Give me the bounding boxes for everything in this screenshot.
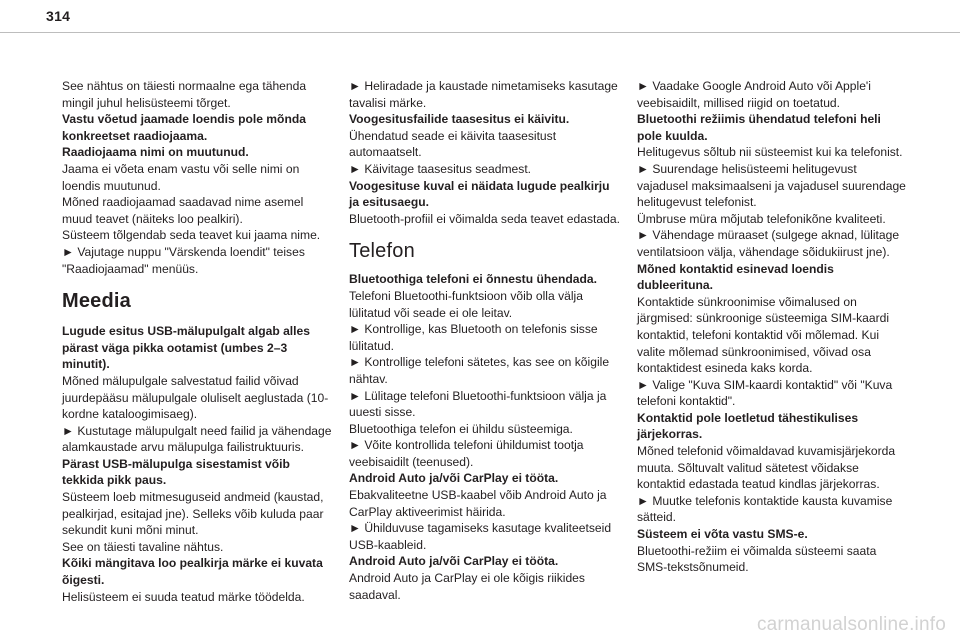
header-divider — [0, 32, 960, 33]
issue-title: Bluetoothi režiimis ühendatud telefoni heli pole kuulda. — [637, 112, 881, 143]
text-column-1 — [62, 78, 334, 605]
body-paragraph: Ebakvaliteetne USB-kaabel võib Android Auto ja CarPlay aktiveerimist häirida. — [349, 488, 607, 519]
issue-title: Lugude esitus USB-mälupulgalt algab alles pärast väga pikka ootamist (umbes 2–3 minutit). — [62, 324, 310, 372]
body-paragraph: ► Valige "Kuva SIM-kaardi kontaktid" või "Kuva telefoni kontaktid". — [637, 377, 893, 409]
body-paragraph: ► Ühilduvuse tagamiseks kasutage kvaliteetseid USB-kaableid. — [349, 521, 612, 552]
body-paragraph: Ümbruse müra mõjutab telefonikõne kvaliteeti. — [637, 211, 886, 226]
body-paragraph: Helisüsteem ei suuda teatud märke töödelda. — [62, 589, 305, 604]
issue-title: Bluetoothiga telefoni ei õnnestu ühendada. — [349, 272, 597, 287]
body-paragraph: Bluetoothi-režiim ei võimalda süsteemi saata SMS-tekstsõnumeid. — [637, 543, 877, 575]
body-paragraph: Mõned mälupulgale salvestatud failid võivad juurdepääsu mälupulgale oluliselt aeglustada (10-kordne kataloogimisaeg). — [62, 373, 329, 422]
body-paragraph: ► Kustutage mälupulgalt need failid ja vähendage alamkaustade arvu mälupulga failistruktuuris. — [62, 423, 332, 455]
issue-title: Pärast USB-mälupulga sisestamist võib tekkida pikk paus. — [62, 456, 290, 488]
issue-title: Vastu võetud jaamade loendis pole mõnda konkreetset raadiojaama. — [62, 112, 306, 143]
body-paragraph: Jaama ei võeta enam vastu või selle nimi on loendis muutunud. — [62, 161, 300, 193]
issue-title: Voogesituse kuval ei näidata lugude pealkirju ja esitusaegu. — [349, 178, 610, 210]
section-heading: Telefon — [349, 240, 415, 263]
issue-title: Android Auto ja/või CarPlay ei tööta. — [349, 471, 559, 486]
body-paragraph: ► Suurendage helisüsteemi helitugevust vajadusel maksimaalseni ja vajadusel suurendage helitugevust telefonist. — [637, 161, 906, 210]
issue-title: Raadiojaama nimi on muutunud. — [62, 145, 249, 160]
body-paragraph: ► Võite kontrollida telefoni ühildumist tootja veebisaidilt (teenused). — [349, 438, 584, 469]
body-paragraph: ► Heliradade ja kaustade nimetamiseks kasutage tavalisi märke. — [349, 79, 618, 110]
body-paragraph: ► Käivitage taasesitus seadmest. — [349, 161, 532, 176]
body-paragraph: ► Vaadake Google Android Auto või Apple'i veebisaidilt, millised riigid on toetatud. — [637, 79, 871, 110]
body-paragraph: ► Vähendage müraaset (sulgege aknad, lülitage ventilatsioon välja, vähendage sõidukiirust jne). — [637, 228, 900, 259]
body-paragraph: ► Lülitage telefoni Bluetoothi-funktsioon välja ja uuesti sisse. — [349, 388, 607, 420]
body-paragraph: Android Auto ja CarPlay ei ole kõigis riikides saadaval. — [349, 571, 585, 602]
body-paragraph: See nähtus on täiesti normaalne ega tähenda mingil juhul helisüsteemi tõrget. — [62, 79, 307, 110]
page-number: 314 — [46, 8, 71, 24]
body-paragraph: Helitugevus sõltub nii süsteemist kui ka telefonist. — [637, 145, 903, 160]
body-paragraph: ► Vajutage nuppu "Värskenda loendit" teises "Raadiojaamad" menüüs. — [62, 244, 305, 276]
body-paragraph: Telefoni Bluetoothi-funktsioon võib olla välja lülitatud või seade ei ole leitav. — [349, 288, 583, 320]
body-paragraph: ► Muutke telefonis kontaktide kausta kuvamise sätteid. — [637, 493, 893, 525]
body-paragraph: Bluetooth-profiil ei võimalda seda teavet edastada. — [349, 211, 620, 226]
body-paragraph: Bluetoothiga telefon ei ühildu süsteemiga. — [349, 421, 573, 436]
issue-title: Android Auto ja/või CarPlay ei tööta. — [349, 554, 559, 569]
issue-title: Mõned kontaktid esinevad loendis dubleerituna. — [637, 261, 834, 293]
issue-title: Süsteem ei võta vastu SMS-e. — [637, 527, 808, 542]
body-paragraph: Kontaktide sünkroonimise võimalused on järgmised: sünkroonige süsteemiga SIM-kaardi kontaktid, telefoni kontaktid või mõlemad. Kui valite mõlemad sünkroonimised, võivad osa kontaktidest esineda kaks korda. — [637, 294, 890, 376]
watermark: carmanualsonline.info — [756, 614, 946, 635]
text-column-3 — [637, 78, 909, 576]
body-paragraph: ► Kontrollige, kas Bluetooth on telefonis sisse lülitatud. — [349, 322, 598, 353]
issue-title: Kontaktid pole loetletud tähestikulises järjekorras. — [637, 410, 859, 442]
body-paragraph: Süsteem loeb mitmesuguseid andmeid (kaustad, pealkirjad, esitajad jne). Selleks võib kuluda paar sekundit kuni mõni minut. — [62, 490, 324, 538]
text-column-2 — [349, 78, 621, 603]
body-paragraph: See on täiesti tavaline nähtus. — [62, 539, 224, 554]
body-paragraph: Ühendatud seade ei käivita taasesitust automaatselt. — [349, 128, 557, 160]
issue-title: Kõiki mängitava loo pealkirja märke ei kuvata õigesti. — [62, 556, 323, 588]
section-heading: Meedia — [62, 290, 132, 313]
body-paragraph: Mõned raadiojaamad saadavad nime asemel muud teavet (näiteks loo pealkiri). — [62, 195, 304, 226]
body-paragraph: ► Kontrollige telefoni sätetes, kas see on kõigile nähtav. — [349, 355, 610, 386]
body-paragraph: Mõned telefonid võimaldavad kuvamisjärjekorda muuta. Sõltuvalt valitud sätetest võidakse kontaktid edastada teatud kindlas järjekorras. — [637, 444, 896, 492]
issue-title: Voogesitusfailide taasesitus ei käivitu. — [349, 112, 570, 127]
body-paragraph: Süsteem tõlgendab seda teavet kui jaama nime. — [62, 228, 321, 243]
